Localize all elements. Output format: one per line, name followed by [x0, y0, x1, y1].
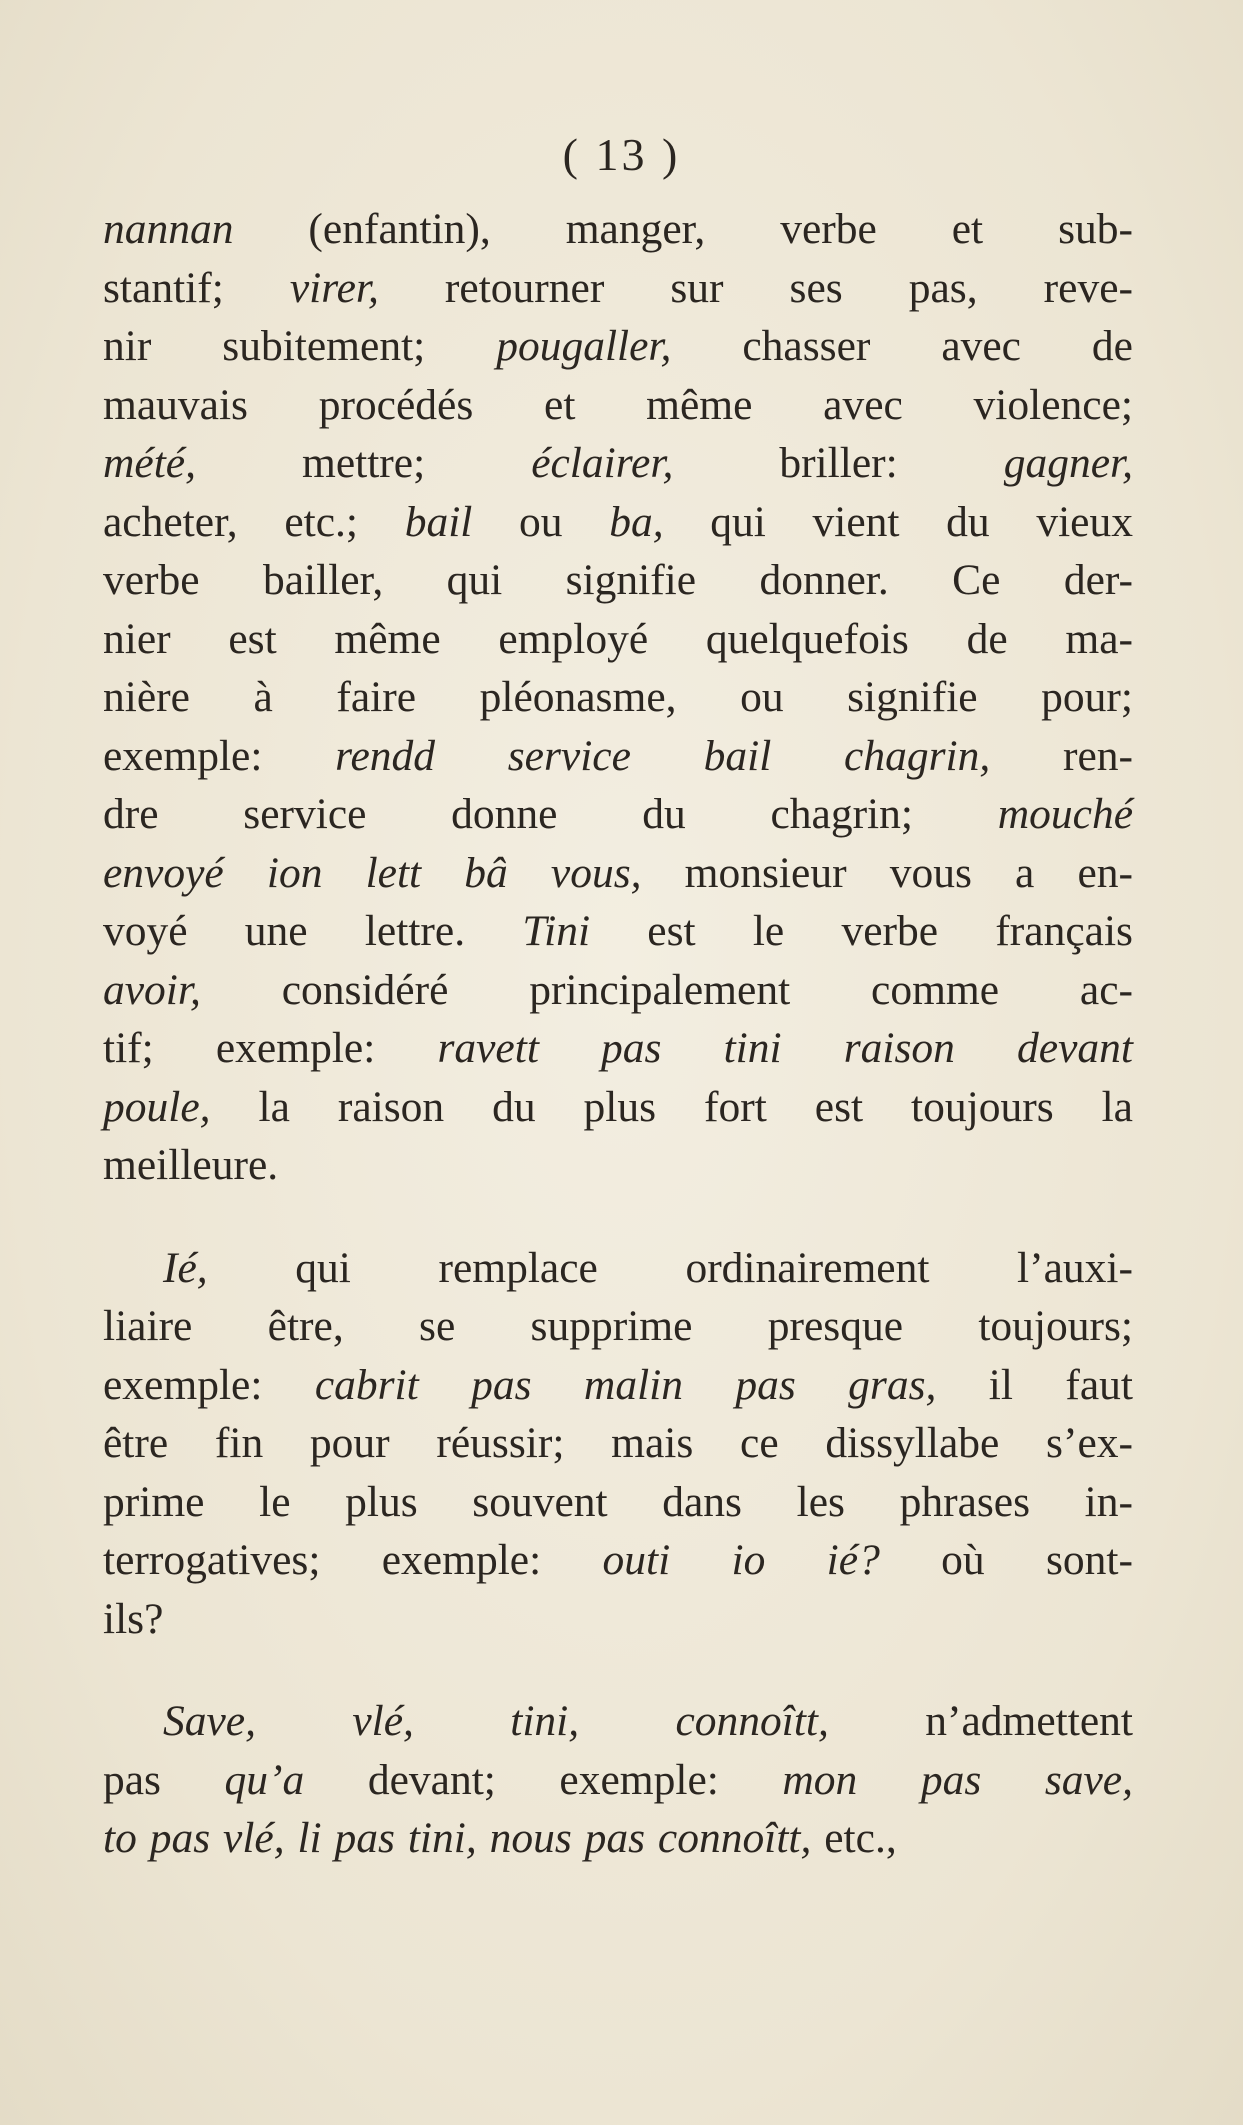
italic-term: gagner,: [1003, 439, 1133, 487]
text-line: [103, 317, 1133, 376]
text-run: ils?: [103, 1594, 164, 1643]
text-run: n’admettent: [828, 1697, 1133, 1745]
italic-term: éclairer,: [531, 439, 674, 487]
text-line: [103, 434, 1133, 493]
italic-term: nannan: [103, 205, 234, 253]
page-number: ( 13 ): [562, 129, 681, 180]
italic-term: ba,: [609, 497, 664, 546]
text-line: [103, 844, 1133, 903]
text-run: chasser avec de: [671, 322, 1133, 370]
text-line: [103, 1692, 1133, 1751]
text-run: (enfantin), manger, verbe et sub-: [233, 205, 1133, 253]
text-line: [103, 1297, 1133, 1356]
text-line: [103, 200, 1133, 259]
text-run: il faut: [936, 1360, 1133, 1409]
italic-term: mété,: [103, 439, 196, 487]
text-run: retourner sur ses pas, reve-: [378, 263, 1133, 312]
text-line: [103, 1809, 1133, 1868]
text-run: terrogatives; exemple:: [103, 1536, 603, 1584]
text-line: [103, 902, 1133, 961]
italic-term: pougaller,: [496, 322, 672, 370]
text-run: briller:: [673, 439, 1004, 487]
italic-term: cabrit pas malin pas gras,: [314, 1360, 937, 1409]
text-line: [103, 551, 1133, 610]
text-line: [103, 1531, 1133, 1590]
text-run: prime le plus souvent dans les phrases in-: [103, 1477, 1133, 1526]
text-run: nière à faire pléonasme, ou signifie pour;: [103, 673, 1133, 721]
body-text: [103, 200, 1133, 1868]
text-line: [103, 259, 1133, 318]
text-line: [103, 1473, 1133, 1532]
text-run: tif; exemple:: [103, 1024, 438, 1072]
text-run: considéré principalement comme ac-: [200, 965, 1133, 1014]
paragraph-gap: [103, 1648, 1133, 1692]
paragraph: [103, 1239, 1133, 1649]
paragraph: [103, 1692, 1133, 1868]
text-run: acheter, etc.;: [103, 497, 405, 546]
text-line: [103, 376, 1133, 435]
italic-term: bail: [404, 497, 473, 546]
text-run: etc.,: [811, 1814, 897, 1862]
text-run: qui vient du vieux: [663, 497, 1133, 546]
text-run: mettre;: [196, 439, 532, 487]
italic-term: avoir,: [103, 965, 201, 1014]
text-run: est le verbe français: [590, 907, 1133, 955]
text-line: [103, 493, 1133, 552]
italic-term: qu’a: [224, 1755, 305, 1804]
italic-term: Ié,: [163, 1243, 208, 1292]
text-run: pas: [103, 1755, 225, 1804]
text-line: [103, 1356, 1133, 1415]
text-run: la raison du plus fort est toujours la: [210, 1082, 1133, 1131]
italic-term: mouché: [997, 790, 1133, 838]
text-line: [103, 1019, 1133, 1078]
text-run: ren-: [990, 731, 1133, 780]
text-run: exemple:: [103, 1360, 315, 1409]
text-run: meilleure.: [103, 1141, 279, 1189]
text-run: où sont-: [879, 1536, 1133, 1584]
text-line: [103, 785, 1133, 844]
text-line: [103, 1414, 1133, 1473]
text-run: dre service donne du chagrin;: [103, 790, 998, 838]
text-run: ou: [472, 497, 610, 546]
text-run: monsieur vous a en-: [641, 848, 1133, 897]
text-line: [103, 1590, 1133, 1649]
italic-term: envoyé ion lett bâ vous,: [103, 848, 642, 897]
text-run: exemple:: [103, 731, 336, 780]
paragraph: [103, 200, 1133, 1195]
text-run: stantif;: [103, 263, 290, 312]
text-line: [103, 668, 1133, 727]
text-line: [103, 727, 1133, 786]
text-line: [103, 1078, 1133, 1137]
text-run: nir subitement;: [103, 322, 497, 370]
text-line: [103, 1239, 1133, 1298]
paragraph-gap: [103, 1195, 1133, 1239]
text-run: être fin pour réussir; mais ce dissyllabe s’ex-: [103, 1419, 1133, 1467]
text-run: liaire être, se supprime presque toujours;: [103, 1302, 1133, 1350]
italic-term: Tini: [522, 907, 591, 955]
text-line: [103, 610, 1133, 669]
text-run: devant; exemple:: [304, 1755, 783, 1804]
text-run: nier est même employé quelquefois de ma-: [103, 614, 1133, 663]
italic-term: ravett pas tini raison devant: [437, 1024, 1133, 1072]
italic-term: poule,: [103, 1082, 211, 1131]
text-line: [103, 1136, 1133, 1195]
italic-term: virer,: [289, 263, 379, 312]
text-run: verbe bailler, qui signifie donner. Ce der-: [103, 556, 1133, 604]
text-line: [103, 961, 1133, 1020]
text-run: mauvais procédés et même avec violence;: [103, 380, 1133, 429]
italic-term: outi io ié?: [602, 1536, 880, 1584]
italic-term: rendd service bail chagrin,: [335, 731, 991, 780]
text-run: voyé une lettre.: [103, 907, 523, 955]
text-line: [103, 1751, 1133, 1810]
italic-term: to pas vlé, li pas tini, nous pas connoîtt,: [103, 1814, 812, 1862]
text-run: qui remplace ordinairement l’auxi-: [207, 1243, 1133, 1292]
italic-term: Save, vlé, tini, connoîtt,: [163, 1697, 829, 1745]
italic-term: mon pas save,: [782, 1755, 1133, 1804]
